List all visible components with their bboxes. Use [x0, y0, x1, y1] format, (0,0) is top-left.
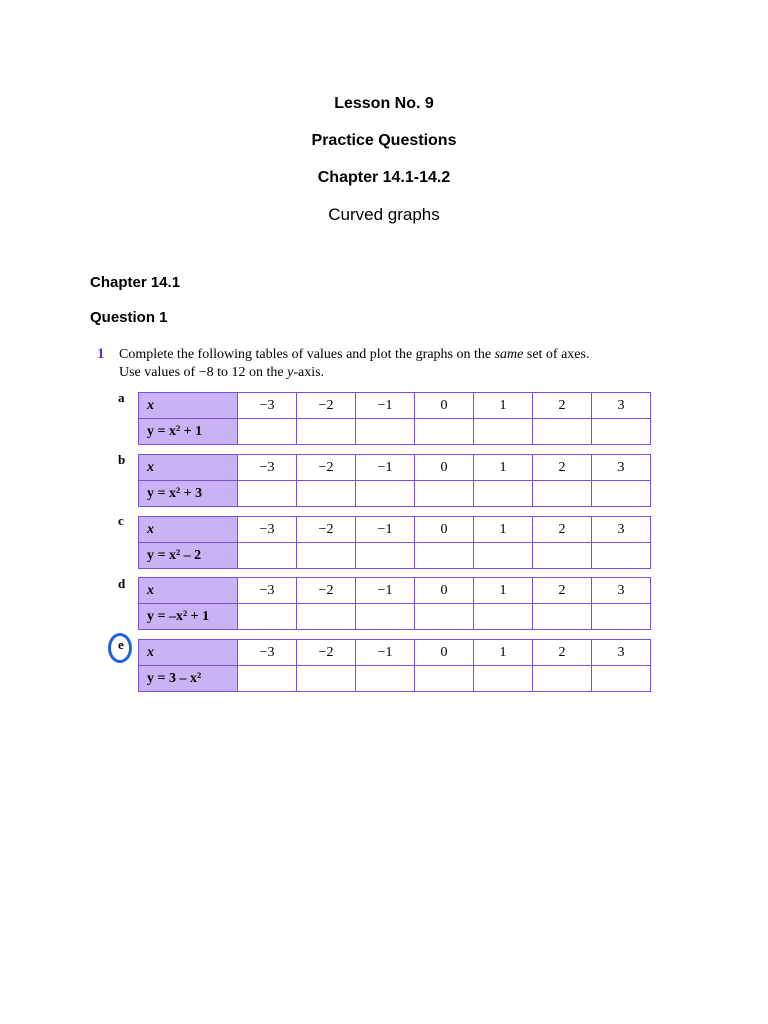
x-value-cell: 0 [415, 640, 474, 666]
y-answer-cell[interactable] [533, 604, 592, 630]
x-value-cell: −2 [297, 640, 356, 666]
x-row [139, 455, 651, 481]
x-value-cell: 0 [415, 393, 474, 419]
y-answer-cell[interactable] [297, 419, 356, 445]
x-row [139, 517, 651, 543]
x-row [139, 640, 651, 666]
x-value-cell: −3 [238, 517, 297, 543]
y-answer-cell[interactable] [415, 481, 474, 507]
x-label-text: x [147, 582, 154, 598]
part-label: c [118, 513, 124, 528]
question-text-part: set of axes. [523, 347, 590, 362]
question-number: 1 [97, 346, 105, 362]
y-answer-cell[interactable] [356, 666, 415, 692]
x-label [139, 455, 238, 481]
y-answer-cell[interactable] [238, 419, 297, 445]
x-value-cell: −2 [297, 455, 356, 481]
practice-title: Practice Questions [311, 132, 457, 149]
y-answer-cell[interactable] [297, 481, 356, 507]
x-value-cell: −1 [356, 455, 415, 481]
y-answer-cell[interactable] [356, 543, 415, 569]
x-value-cell: −3 [238, 640, 297, 666]
x-label [139, 578, 238, 604]
lesson-number: Lesson No. 9 [334, 95, 434, 112]
y-answer-cell[interactable] [533, 419, 592, 445]
question-title: Question 1 [90, 309, 168, 326]
y-answer-cell[interactable] [297, 666, 356, 692]
y-answer-cell[interactable] [238, 666, 297, 692]
x-value-cell: −3 [238, 455, 297, 481]
y-answer-cell[interactable] [592, 481, 651, 507]
table-of-values [138, 454, 651, 507]
y-row [139, 419, 651, 445]
x-value-cell: 2 [533, 517, 592, 543]
x-value-cell: 3 [592, 517, 651, 543]
x-value-cell: 2 [533, 455, 592, 481]
y-row [139, 481, 651, 507]
x-value-cell: −1 [356, 517, 415, 543]
question-text-emphasis: y [287, 365, 294, 380]
question-text-part: Complete the following tables of values and plot the graphs on the [119, 347, 495, 362]
x-value-cell: 1 [474, 455, 533, 481]
x-row [139, 578, 651, 604]
topic-title: Curved graphs [328, 205, 440, 224]
table-of-values [138, 639, 651, 692]
y-row [139, 604, 651, 630]
x-value-cell: −1 [356, 578, 415, 604]
y-answer-cell[interactable] [415, 666, 474, 692]
part-label: d [118, 576, 126, 591]
x-value-cell: 2 [533, 640, 592, 666]
x-row [139, 393, 651, 419]
x-value-cell: 1 [474, 640, 533, 666]
x-value-cell: 3 [592, 455, 651, 481]
y-row [139, 666, 651, 692]
y-answer-cell[interactable] [533, 481, 592, 507]
x-value-cell: 1 [474, 517, 533, 543]
y-answer-cell[interactable] [533, 543, 592, 569]
y-answer-cell[interactable] [474, 419, 533, 445]
chapter-range: Chapter 14.1-14.2 [317, 169, 451, 186]
question-text-part: -axis. [293, 365, 325, 380]
y-answer-cell[interactable] [238, 543, 297, 569]
x-label-text: x [147, 644, 154, 660]
y-answer-cell[interactable] [238, 481, 297, 507]
x-value-cell: −2 [297, 393, 356, 419]
y-answer-cell[interactable] [474, 481, 533, 507]
y-answer-cell[interactable] [474, 543, 533, 569]
y-answer-cell[interactable] [297, 543, 356, 569]
x-value-cell: −2 [297, 517, 356, 543]
x-value-cell: −1 [356, 640, 415, 666]
x-value-cell: −3 [238, 578, 297, 604]
equation-label: y = x² + 1 [139, 419, 238, 445]
y-row [139, 543, 651, 569]
x-value-cell: 3 [592, 393, 651, 419]
question-text [119, 346, 589, 382]
y-answer-cell[interactable] [297, 604, 356, 630]
y-answer-cell[interactable] [592, 419, 651, 445]
y-answer-cell[interactable] [474, 666, 533, 692]
x-value-cell: 2 [533, 393, 592, 419]
x-value-cell: 3 [592, 640, 651, 666]
y-answer-cell[interactable] [415, 604, 474, 630]
x-label-text: x [147, 459, 154, 475]
equation-label: y = –x² + 1 [139, 604, 238, 630]
table-of-values [138, 577, 651, 630]
x-value-cell: 0 [415, 517, 474, 543]
part-label: e [118, 637, 124, 652]
x-label [139, 640, 238, 666]
x-value-cell: −3 [238, 393, 297, 419]
equation-label: y = x² – 2 [139, 543, 238, 569]
y-answer-cell[interactable] [474, 604, 533, 630]
y-answer-cell[interactable] [356, 481, 415, 507]
x-value-cell: 2 [533, 578, 592, 604]
x-label [139, 517, 238, 543]
table-of-values [138, 392, 651, 445]
y-answer-cell[interactable] [592, 543, 651, 569]
question-text-part: Use values of −8 to 12 on the [119, 365, 288, 380]
x-value-cell: −1 [356, 393, 415, 419]
y-answer-cell[interactable] [592, 666, 651, 692]
y-answer-cell[interactable] [415, 543, 474, 569]
x-label-text: x [147, 521, 154, 537]
y-answer-cell[interactable] [356, 604, 415, 630]
table-of-values [138, 516, 651, 569]
y-answer-cell[interactable] [238, 604, 297, 630]
equation-label: y = x² + 3 [139, 481, 238, 507]
x-value-cell: 1 [474, 393, 533, 419]
part-label: a [118, 390, 125, 405]
y-answer-cell[interactable] [533, 666, 592, 692]
y-answer-cell[interactable] [415, 419, 474, 445]
x-value-cell: 0 [415, 455, 474, 481]
y-answer-cell[interactable] [356, 419, 415, 445]
question-text-emphasis: same [494, 347, 524, 362]
section-title: Chapter 14.1 [90, 274, 181, 291]
x-value-cell: 3 [592, 578, 651, 604]
part-label: b [118, 452, 126, 467]
handwritten-circle-annotation [108, 633, 132, 663]
x-value-cell: −2 [297, 578, 356, 604]
x-label-text: x [147, 397, 154, 413]
x-value-cell: 1 [474, 578, 533, 604]
x-label [139, 393, 238, 419]
equation-label: y = 3 – x² [139, 666, 238, 692]
y-answer-cell[interactable] [592, 604, 651, 630]
x-value-cell: 0 [415, 578, 474, 604]
